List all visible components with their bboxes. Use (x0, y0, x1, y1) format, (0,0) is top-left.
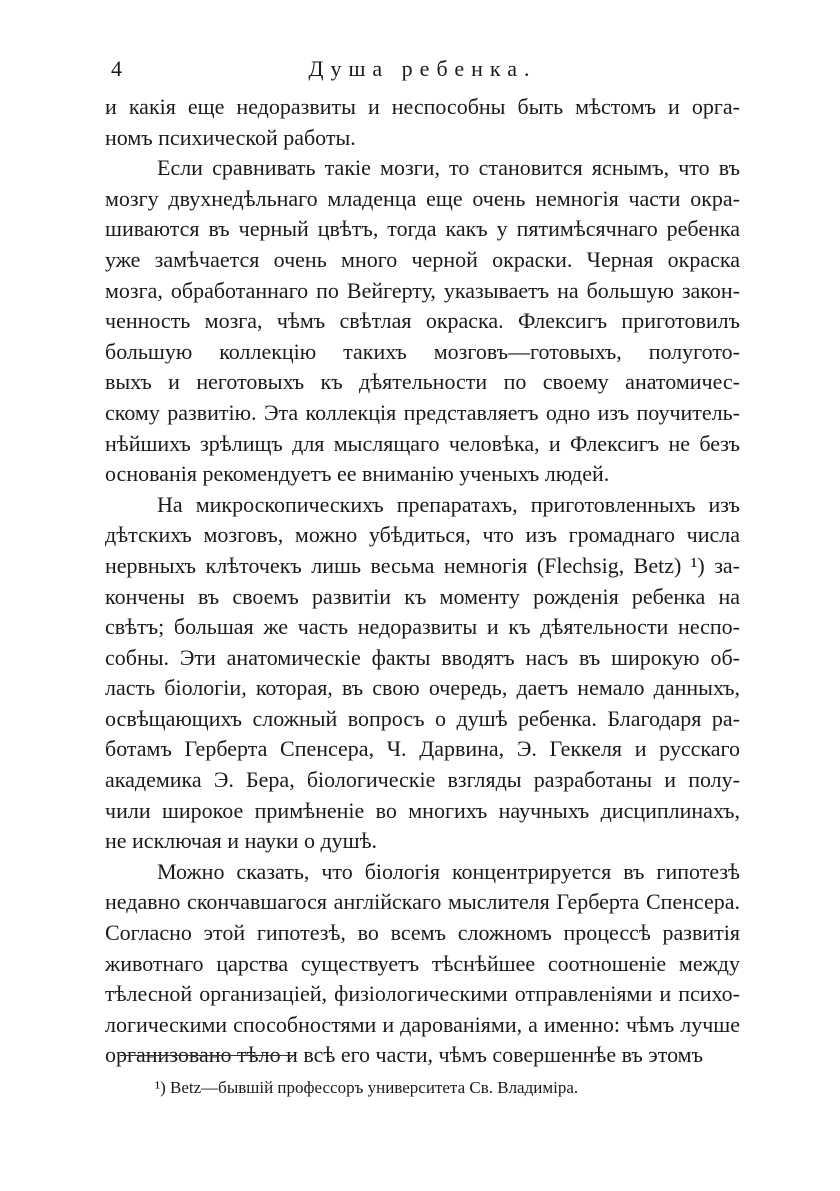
text-line: выхъ и неготовыхъ къ дѣятельности по своему анатомичес- (105, 369, 740, 395)
text-line: ченность мозга, чѣмъ свѣтлая окраска. Флексигъ приготовилъ (105, 308, 740, 334)
text-line: Если сравнивать такіе мозги, то становится яснымъ, что въ (157, 155, 740, 181)
footnote-marker: ¹) (155, 1078, 166, 1097)
text-line: организовано тѣло и всѣ его части, чѣмъ совершеннѣе въ этомъ (105, 1042, 703, 1068)
text-line: и какія еще недоразвиты и неспособны быть мѣстомъ и орга- (105, 94, 740, 119)
text-line: мозгу двухнедѣльнаго младенца еще очень немногія части окра- (105, 185, 740, 211)
footnote-divider (120, 1055, 295, 1056)
page-number: 4 (111, 56, 122, 81)
paragraph (105, 153, 740, 490)
main-text (105, 92, 740, 1071)
text-line: На микроскопическихъ препаратахъ, приготовленныхъ изъ (157, 491, 740, 517)
text-line: тѣлесной организаціей, физіологическими отправленіями и психо- (105, 981, 740, 1007)
text-line: Можно сказать, что біологія концентрируется въ гипотезѣ (157, 858, 740, 884)
text-line: нѣйшихъ зрѣлищъ для мыслящаго человѣка, и Флексигъ не безъ (105, 430, 740, 456)
text-line: большую коллекцію такихъ мозговъ—готовыхъ, полугото- (105, 338, 740, 364)
text-line: логическими способностями и дарованіями, а именно: чѣмъ лучше (105, 1011, 740, 1037)
text-line: чили широкое примѣненіе во многихъ научныхъ дисциплинахъ, (105, 797, 740, 823)
text-line: собны. Эти анатомическіе факты вводятъ насъ въ широкую об- (105, 644, 740, 670)
text-line: шиваются въ черный цвѣтъ, тогда какъ у пятимѣсячнаго ребенка (105, 216, 740, 242)
text-line: не исключая и науки о душѣ. (105, 828, 378, 854)
text-line: уже замѣчается очень много черной окраски. Черная окраска (105, 246, 740, 272)
text-line: освѣщающихъ сложный вопросъ о душѣ ребенка. Благодаря ра- (105, 705, 740, 731)
paragraph (105, 92, 740, 153)
text-line: номъ психической работы. (105, 124, 356, 150)
text-line: ботамъ Герберта Спенсера, Ч. Дарвина, Э. Геккеля и русскаго (105, 736, 740, 762)
text-line: основанія рекомендуетъ ее вниманію ученыхъ людей. (105, 461, 610, 487)
text-line: мозга, обработаннаго по Вейгерту, указываетъ на большую закон- (105, 277, 740, 303)
text-line: академика Э. Бера, біологическіе взгляды разработаны и полу- (105, 767, 740, 793)
text-line: свѣтъ; большая же часть недоразвиты и къ дѣятельности неспо- (105, 614, 740, 640)
text-line: недавно скончавшагося англійскаго мыслителя Герберта Спенсера. (105, 889, 740, 915)
text-line: ласть біологіи, которая, въ свою очередь, даетъ немало данныхъ, (105, 675, 740, 701)
footnote-text: Betz—бывшій профессоръ университета Св. Владиміра. (170, 1078, 579, 1097)
text-line: Согласно этой гипотезѣ, во всемъ сложномъ процессѣ развитія (105, 920, 740, 946)
paragraph (105, 490, 740, 857)
text-line: дѣтскихъ мозговъ, можно убѣдиться, что изъ громаднаго числа (105, 522, 740, 548)
footnote (155, 1075, 695, 1101)
text-line: скому развитію. Эта коллекція представляетъ одно изъ поучитель- (105, 399, 740, 425)
page-header (105, 52, 740, 86)
text-line: нервныхъ клѣточекъ лишь весьма немногія (Flechsig, Betz) ¹) за- (105, 552, 740, 578)
text-line: кончены въ своемъ развитіи къ моменту рожденія ребенка на (105, 583, 740, 609)
text-line: животнаго царства существуетъ тѣснѣйшее соотношеніе между (105, 950, 740, 976)
running-title: Душа ребенка. (308, 56, 537, 81)
paragraph (105, 857, 740, 1071)
